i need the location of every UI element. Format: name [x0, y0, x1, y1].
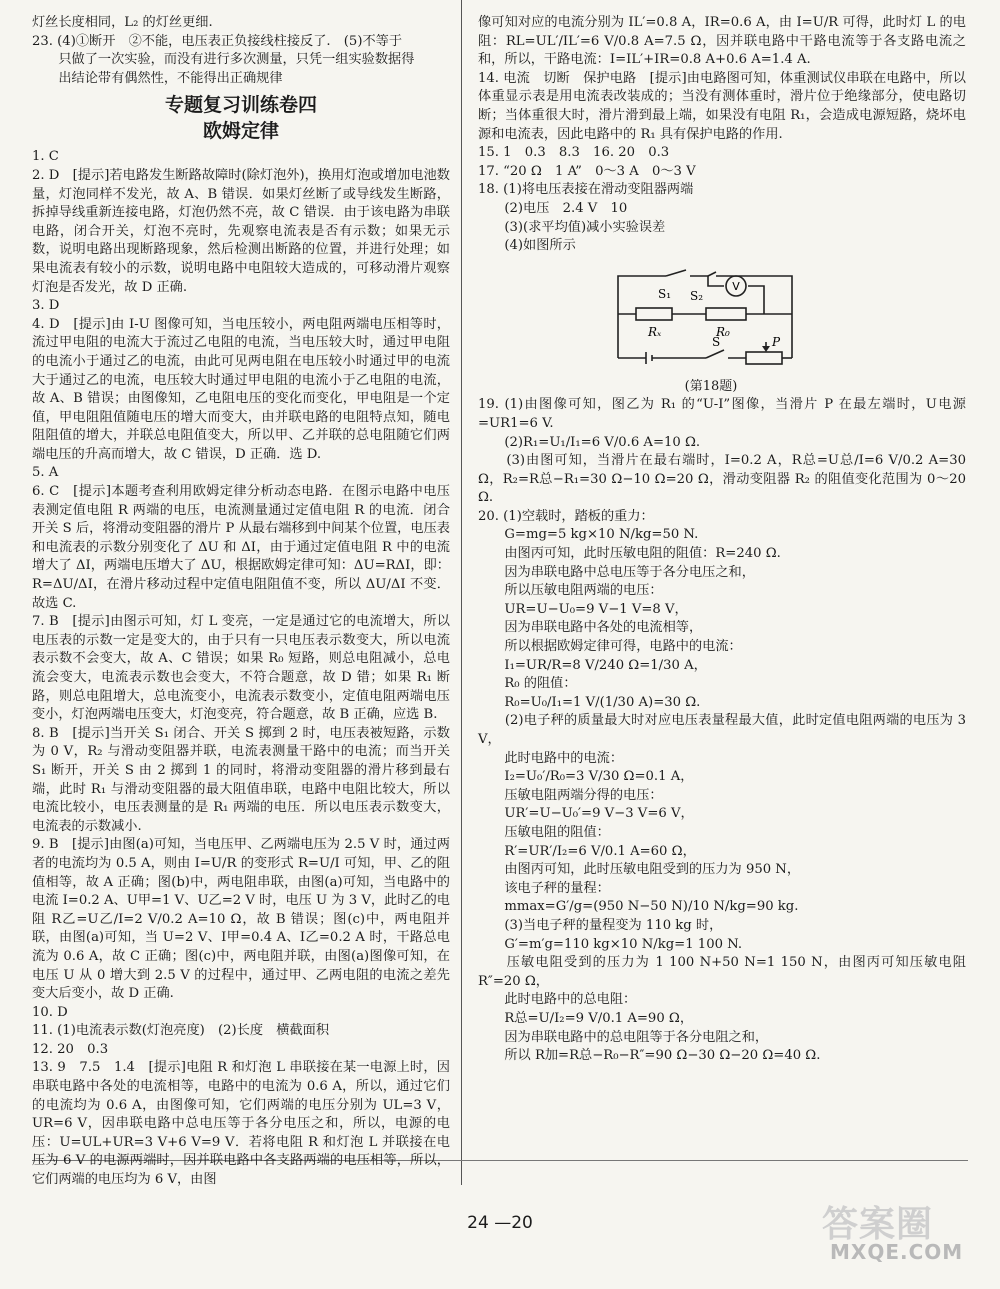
answer-item: 5. A	[32, 465, 59, 481]
answer-line: 23. (4)①断开 ②不能，电压表正负接线柱接反了. (5)不等于	[32, 33, 403, 49]
left-answers	[32, 148, 450, 1189]
answer-item: 1. C	[32, 149, 59, 165]
section-heading: 专题复习训练卷四	[164, 94, 317, 117]
answer-line: 由图丙可知，此时压敏电阻受到的压力为 950 N，	[478, 862, 801, 878]
voltmeter-label: V	[732, 279, 740, 293]
answer-line: 此时电路中的总电阻：	[478, 992, 637, 1008]
rx-label: Rₓ	[648, 324, 662, 339]
answer-line: 压敏电阻两端分得的电压：	[478, 787, 663, 803]
answer-line: 压敏电阻受到的压力为 1 100 N+50 N=1 150 N，由图丙可知压敏电阻 R″=20 Ω，	[478, 955, 966, 989]
answer-line: 此时电路中的电流：	[478, 750, 624, 766]
answer-line: UR′=U−U₀′=9 V−3 V=6 V，	[478, 806, 694, 822]
answer-item: 6. C [提示]本题考查利用欧姆定律分析动态电路．在图示电路中电压表测定值电阻 R 两端的电压，电流测量通过定值电阻 R 的电流．闭合开关 S 后，将滑动变阻器的滑片 P 从最右端移到中间某个位置，电压表和电流表的示数分别变化了 ΔU 和 ΔI，由于通过定值电阻 R 中的电流增大了 ΔI，两端电压增大了 ΔU，根据欧姆定律可知：ΔU=RΔI，即：R=ΔU/ΔI，在滑片移动过程中定值电阻阻值不变，所以 ΔU/ΔI 不变．故选 C.	[32, 484, 450, 611]
answer-item: 18. (1)将电压表接在滑动变阻器两端	[478, 182, 694, 198]
answer-line: 所以 R加=R总−R₀−R″=90 Ω−30 Ω−20 Ω=40 Ω.	[478, 1048, 821, 1064]
answer-item: 像可知对应的电流分别为 IL′=0.8 A，IR=0.6 A，由 I=U/R 可得，此时灯 L 的电阻：RL=UL′/IL′=6 V/0.8 A=7.5 Ω，因并联电路中干路电流等于各支路电流之和，所以，干路电流：I=IL′+IR=0.8 A+0.6 A=1.4 A.	[478, 15, 966, 68]
answer-item: 9. B [提示]由图(a)可知，当电压甲、乙两端电压为 2.5 V 时，通过两者的电流均为 0.5 A，则由 I=U/R 的变形式 R=U/I 可知，甲、乙的阻值相等，故 A 正确；图(b)中，两电阻串联，由图(a)可知，当电路中的电流 I=0.2 A、U甲=1 V、U乙=2 V 时，电压 U 为 3 V，此时乙的电阻 R乙=U乙/I=2 V/0.2 A=10 Ω，故 B 错误；图(c)中，两电阻并联，由图(a)可知，当 U=2 V、I甲=0.4 A、I乙=0.2 A 时，干路总电流为 0.6 A，故 C 正确；图(c)中，两电阻并联，由图(a)图像可知，在电压 U 从 0 增大到 2.5 V 的过程中，通过甲、乙两电阻的电流之差先变大后变小，故 D 正确.	[32, 837, 450, 1002]
answer-line: R总=U/I₂=9 V/0.1 A=90 Ω，	[478, 1010, 694, 1026]
column-divider	[461, 0, 462, 1185]
answer-item: 12. 20 0.3	[32, 1041, 109, 1057]
watermark-text: 答案圈	[822, 1204, 934, 1245]
answer-line: 灯丝长度相同，L₂ 的灯丝更细.	[32, 15, 213, 30]
answer-line: 因为串联电路中总电压等于各分电压之和，	[478, 564, 755, 580]
answer-item: 17. “20 Ω 1 A” 0～3 A 0～3 V	[478, 163, 696, 179]
answer-item: 11. (1)电流表示数(灯泡亮度) (2)长度 横截面积	[32, 1023, 330, 1039]
answer-item: 14. 电流 切断 保护电路 [提示]由电路图可知，体重测试仪串联在电路中，所以体重显示表是用电流表改装成的；当没有测体重时，滑片位于绝缘部分，使电路切断；当体重很大时，滑片滑到最上端，如果没有电阻 R₁，会造成电源短路，烧坏电源和电流表，因此电路中的 R₁ 具有保护电路的作用.	[478, 70, 966, 142]
right-answers-top	[478, 14, 966, 256]
s1-label: S₁	[658, 286, 672, 301]
right-answers-bottom	[478, 396, 966, 1065]
s2-label: S₂	[690, 288, 704, 303]
left-column	[32, 14, 450, 1190]
answer-line: G=mg=5 kg×10 N/kg=50 N.	[478, 527, 699, 543]
answer-line: 20. (1)空载时，踏板的重力：	[478, 508, 654, 524]
answer-line: G′=m′g=110 kg×10 N/kg=1 100 N.	[478, 936, 743, 952]
s-label: S	[712, 334, 721, 349]
answer-item: 10. D	[32, 1004, 68, 1020]
answer-line: 因为串联电路中各处的电流相等，	[478, 620, 703, 636]
answer-item: (2)电压 2.4 V 10	[478, 200, 628, 216]
answer-line: (2)电子秤的质量最大时对应电压表量程最大值，此时定值电阻两端的电压为 3 V，	[478, 713, 966, 747]
answer-line: I₁=UR/R=8 V/240 Ω=1/30 A，	[478, 657, 707, 673]
answer-line: 因为串联电路中的总电阻等于各分电阻之和，	[478, 1029, 769, 1045]
answer-line: (2)R₁=U₁/I₁=6 V/0.6 A=10 Ω.	[478, 434, 701, 450]
answer-line: R′=UR′/I₂=6 V/0.1 A=60 Ω，	[478, 843, 696, 859]
answer-item: 15. 1 0.3 8.3 16. 20 0.3	[478, 145, 670, 161]
answer-item: 4. D [提示]由 I-U 图像可知，当电压较小，两电阻两端电压相等时，流过甲电阻的电流大于流过乙电阻的电流，当电压较大时，通过甲电阻的电流小于通过乙的电流，由此可见两电阻在电压较小时通过甲的电流大于通过乙的电流，电压较大时通过甲电阻的电流小于乙电阻的电流，故 A、B 错误；由图像知，乙电阻电压的变化而变化，甲电阻是一个定值，甲电阻阻值随电压的增大而变大，由并联电路的电阻特点知，随电阻阻值的增大，并联总电阻值变大，所以甲、乙并联的总电阻随它们两端电压的升高而增大，故 C 错误，D 正确．选 D.	[32, 316, 450, 462]
answer-item: 13. 9 7.5 1.4 [提示]电阻 R 和灯泡 L 串联接在某一电源上时，因串联电路中各处的电流相等，电路中的电流为 0.6 A，所以，通过它们的电流均为 0.6 A，由图像可知，它们两端的电压分别为 UL=3 V，UR=6 V，因串联电路中总电压等于各分电压之和，所以，电源的电压：U=UL+UR=3 V+6 V=9 V．若将电阻 R 和灯泡 L 并联接在电压为 6 V 的电源两端时，因并联电路中各支路两端的电压相等，所以，它们两端的电压均为 6 V，由图	[32, 1060, 450, 1188]
answer-line: 所以压敏电阻两端的电压：	[478, 583, 663, 599]
right-column	[478, 14, 966, 1066]
page-number: 24 —20	[467, 1213, 533, 1233]
answer-line: R₀ 的阻值：	[478, 676, 577, 692]
answer-line: UR=U−U₀=9 V−1 V=8 V，	[478, 601, 688, 617]
answer-item: 7. B [提示]由图示可知，灯 L 变亮，一定是通过它的电流增大，所以电压表的示数一定是变大的，由于只有一只电压表示数变大，所以电流表示数不会变大，故 A、C 错误；如果 R₀ 短路，则总电阻减小，总电流会变大，电流表示数也会变大，不符合题意，故 D 错；如果 R₁ 断路，则总电阻增大，总电流变小，电流表示数变小，定值电阻两端电压变小，灯泡两端电压变大，灯泡变亮，符合题意，故 B 正确，应选 B.	[32, 614, 450, 723]
answer-line: 该电子秤的量程：	[478, 880, 610, 896]
answer-line: I₂=U₀′/R₀=3 V/30 Ω=0.1 A，	[478, 769, 694, 785]
watermark-url: MXQE.COM	[830, 1240, 964, 1264]
answer-line: (3)当电子秤的量程变为 110 kg 时，	[478, 917, 723, 933]
answer-line: 出结论带有偶然性，不能得出正确规律	[32, 70, 283, 86]
circuit-diagram	[606, 262, 816, 374]
answer-item: 2. D [提示]若电路发生断路故障时(除灯泡外)，换用灯泡或增加电池数量，灯泡同样不发光，故 A、B 错误．如果灯丝断了或导线发生断路，拆掉导线重新连接电路，灯泡仍然不亮，故 C 错误．由于该电路为串联电路，闭合开关，灯泡不亮时，先观察电流表是否有示数；如果无示数，说明电路出现断路现象，然后检测出断路的位置，并进行处理；如果电流表有较小的示数，说明电路中电阻较大造成的，可移动滑片观察灯泡是否发光，故 D 正确.	[32, 167, 450, 295]
left-intro	[32, 14, 450, 88]
answer-line: 19. (1)由图像可知，图乙为 R₁ 的“U-I”图像，当滑片 P 在最左端时，U电源=UR1=6 V.	[478, 397, 966, 431]
watermark-logo	[822, 1196, 972, 1268]
answer-item: (3)(求平均值)减小实验误差	[478, 219, 666, 235]
figure-caption: (第18题)	[684, 378, 738, 394]
section-subheading: 欧姆定律	[202, 120, 279, 143]
answer-item: 8. B [提示]当开关 S₁ 闭合、开关 S 掷到 2 时，电压表被短路，示数为 0 V，R₂ 与滑动变阻器并联，电流表测量干路中的电流；而当开关 S₁ 断开，开关 S 由 2 掷到 1 的同时，将滑动变阻器的滑片移到最右端，此时 R₁ 与滑动变阻器的最大阻值串联，电路中电阻比较大，所以电流比较小，电压表测量的是 R₁ 两端的电压．所以电压表示数变大，电流表的示数减小.	[32, 725, 450, 834]
answer-line: 所以根据欧姆定律可得，电路中的电流：	[478, 639, 742, 655]
circuit-figure	[606, 262, 816, 374]
answer-item: 3. D	[32, 298, 60, 314]
answer-line: 由图丙可知，此时压敏电阻的阻值：R=240 Ω.	[478, 546, 781, 562]
r0-label: R₀	[716, 324, 730, 339]
answer-line: R₀=U₀/I₁=1 V/(1/30 A)=30 Ω.	[478, 694, 701, 710]
answer-line: (3)由图可知，当滑片在最右端时，I=0.2 A，R总=U总/I=6 V/0.2 A=30 Ω，R₂=R总−R₁=30 Ω−10 Ω=20 Ω，滑动变阻器 R₂ 的阻值变化范围为 0～20 Ω.	[478, 453, 966, 506]
p-label: P	[772, 334, 781, 349]
answer-item: (4)如图所示	[478, 238, 576, 254]
answer-line: 只做了一次实验，而没有进行多次测量，只凭一组实验数据得	[32, 52, 415, 68]
answer-line: 压敏电阻的阻值：	[478, 824, 610, 840]
answer-line: mmax=G′/g=(950 N−50 N)/10 N/kg=90 kg.	[478, 899, 799, 915]
